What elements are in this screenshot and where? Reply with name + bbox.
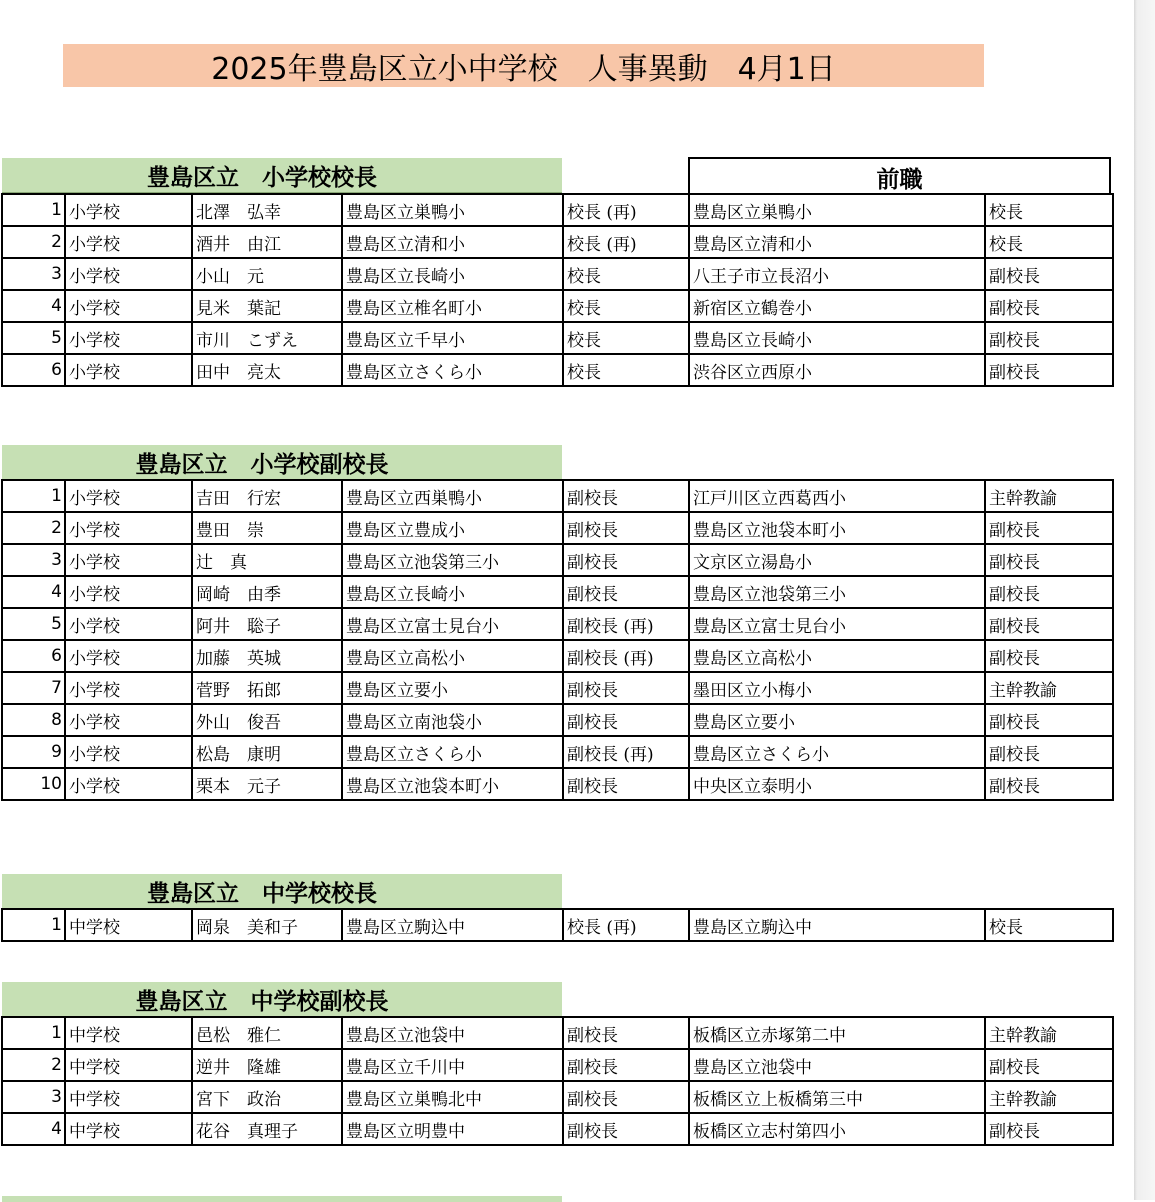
new-position-cell: 副校長 — [563, 704, 689, 736]
staff-name-cell: 岡泉 美和子 — [192, 909, 342, 941]
new-position-cell: 副校長 — [563, 1081, 689, 1113]
previous-school-cell: 豊島区立富士見台小 — [689, 608, 985, 640]
elementary-vice-principals-table — [1, 479, 1114, 801]
new-position-cell: 校長 — [563, 322, 689, 354]
previous-school-cell: 文京区立湯島小 — [689, 544, 985, 576]
new-school-cell: 豊島区立千川中 — [342, 1049, 563, 1081]
previous-position-cell: 校長 — [985, 226, 1113, 258]
row-number-cell: 7 — [2, 672, 65, 704]
school-type-cell: 小学校 — [65, 704, 192, 736]
previous-position-cell: 副校長 — [985, 768, 1113, 800]
new-position-cell: 副校長 — [563, 576, 689, 608]
row-number-cell: 2 — [2, 512, 65, 544]
new-position-cell: 副校長 (再) — [563, 640, 689, 672]
table-row — [2, 608, 1113, 640]
previous-school-cell: 豊島区立池袋本町小 — [689, 512, 985, 544]
table-row — [2, 194, 1113, 226]
document-title: 2025年豊島区立小中学校 人事異動 4月1日 — [63, 44, 984, 87]
row-number-cell: 2 — [2, 226, 65, 258]
school-type-cell: 小学校 — [65, 672, 192, 704]
previous-school-cell: 豊島区立さくら小 — [689, 736, 985, 768]
staff-name-cell: 邑松 雅仁 — [192, 1017, 342, 1049]
new-position-cell: 副校長 — [563, 1049, 689, 1081]
table-row — [2, 226, 1113, 258]
previous-school-cell: 豊島区立長崎小 — [689, 322, 985, 354]
new-school-cell: 豊島区立巣鴨北中 — [342, 1081, 563, 1113]
new-position-cell: 副校長 — [563, 672, 689, 704]
section-title-elementary-vice-principals: 豊島区立 小学校副校長 — [2, 445, 562, 480]
previous-school-cell: 板橋区立上板橋第三中 — [689, 1081, 985, 1113]
new-position-cell: 校長 (再) — [563, 226, 689, 258]
school-type-cell: 中学校 — [65, 1113, 192, 1145]
previous-position-cell: 副校長 — [985, 1049, 1113, 1081]
school-type-cell: 小学校 — [65, 512, 192, 544]
new-school-cell: 豊島区立西巣鴨小 — [342, 480, 563, 512]
school-type-cell: 小学校 — [65, 608, 192, 640]
new-position-cell: 副校長 — [563, 544, 689, 576]
row-number-cell: 5 — [2, 322, 65, 354]
previous-position-cell: 副校長 — [985, 258, 1113, 290]
new-position-cell: 副校長 — [563, 480, 689, 512]
school-type-cell: 小学校 — [65, 290, 192, 322]
new-position-cell: 副校長 — [563, 1113, 689, 1145]
staff-name-cell: 逆井 隆雄 — [192, 1049, 342, 1081]
previous-position-cell: 副校長 — [985, 354, 1113, 386]
school-type-cell: 小学校 — [65, 736, 192, 768]
new-school-cell: 豊島区立さくら小 — [342, 354, 563, 386]
previous-school-cell: 板橋区立志村第四小 — [689, 1113, 985, 1145]
table-row — [2, 544, 1113, 576]
staff-name-cell: 阿井 聡子 — [192, 608, 342, 640]
row-number-cell: 5 — [2, 608, 65, 640]
row-number-cell: 9 — [2, 736, 65, 768]
school-type-cell: 小学校 — [65, 480, 192, 512]
page-edge-shadow — [1134, 0, 1155, 1200]
school-type-cell: 小学校 — [65, 226, 192, 258]
previous-school-cell: 渋谷区立西原小 — [689, 354, 985, 386]
section-title-junior-high-principals: 豊島区立 中学校校長 — [2, 874, 562, 909]
previous-position-cell: 副校長 — [985, 640, 1113, 672]
new-position-cell: 副校長 — [563, 1017, 689, 1049]
new-school-cell: 豊島区立駒込中 — [342, 909, 563, 941]
previous-position-cell: 校長 — [985, 194, 1113, 226]
staff-name-cell: 松島 康明 — [192, 736, 342, 768]
previous-school-cell: 墨田区立小梅小 — [689, 672, 985, 704]
new-school-cell: 豊島区立明豊中 — [342, 1113, 563, 1145]
new-school-cell: 豊島区立要小 — [342, 672, 563, 704]
new-school-cell: 豊島区立長崎小 — [342, 258, 563, 290]
new-school-cell: 豊島区立池袋第三小 — [342, 544, 563, 576]
staff-name-cell: 田中 亮太 — [192, 354, 342, 386]
previous-school-cell: 豊島区立巣鴨小 — [689, 194, 985, 226]
row-number-cell: 4 — [2, 290, 65, 322]
row-number-cell: 6 — [2, 354, 65, 386]
previous-school-cell: 豊島区立要小 — [689, 704, 985, 736]
previous-position-cell: 副校長 — [985, 704, 1113, 736]
new-school-cell: 豊島区立池袋中 — [342, 1017, 563, 1049]
table-row — [2, 768, 1113, 800]
staff-name-cell: 宮下 政治 — [192, 1081, 342, 1113]
new-school-cell: 豊島区立富士見台小 — [342, 608, 563, 640]
section-title-elementary-principals: 豊島区立 小学校校長 — [2, 158, 562, 193]
row-number-cell: 8 — [2, 704, 65, 736]
new-school-cell: 豊島区立清和小 — [342, 226, 563, 258]
row-number-cell: 1 — [2, 909, 65, 941]
school-type-cell: 小学校 — [65, 544, 192, 576]
new-school-cell: 豊島区立高松小 — [342, 640, 563, 672]
new-school-cell: 豊島区立南池袋小 — [342, 704, 563, 736]
table-row — [2, 354, 1113, 386]
staff-name-cell: 市川 こずえ — [192, 322, 342, 354]
new-position-cell: 副校長 (再) — [563, 736, 689, 768]
staff-name-cell: 酒井 由江 — [192, 226, 342, 258]
table-row — [2, 1081, 1113, 1113]
new-position-cell: 校長 (再) — [563, 909, 689, 941]
previous-school-cell: 豊島区立駒込中 — [689, 909, 985, 941]
new-school-cell: 豊島区立千早小 — [342, 322, 563, 354]
row-number-cell: 3 — [2, 258, 65, 290]
previous-school-cell: 中央区立泰明小 — [689, 768, 985, 800]
school-type-cell: 小学校 — [65, 258, 192, 290]
previous-school-cell: 江戸川区立西葛西小 — [689, 480, 985, 512]
staff-name-cell: 花谷 真理子 — [192, 1113, 342, 1145]
school-type-cell: 小学校 — [65, 194, 192, 226]
table-row — [2, 909, 1113, 941]
previous-school-cell: 新宿区立鶴巻小 — [689, 290, 985, 322]
previous-position-cell: 主幹教諭 — [985, 480, 1113, 512]
new-position-cell: 副校長 — [563, 768, 689, 800]
new-position-cell: 副校長 (再) — [563, 608, 689, 640]
new-position-cell: 校長 — [563, 354, 689, 386]
table-row — [2, 480, 1113, 512]
new-position-cell: 副校長 — [563, 512, 689, 544]
previous-school-cell: 八王子市立長沼小 — [689, 258, 985, 290]
previous-position-cell: 主幹教諭 — [985, 1017, 1113, 1049]
row-number-cell: 4 — [2, 576, 65, 608]
row-number-cell: 1 — [2, 194, 65, 226]
staff-name-cell: 見米 葉記 — [192, 290, 342, 322]
school-type-cell: 中学校 — [65, 1049, 192, 1081]
staff-name-cell: 北澤 弘幸 — [192, 194, 342, 226]
previous-position-cell: 副校長 — [985, 608, 1113, 640]
table-row — [2, 258, 1113, 290]
table-row — [2, 1113, 1113, 1145]
row-number-cell: 10 — [2, 768, 65, 800]
new-school-cell: 豊島区立さくら小 — [342, 736, 563, 768]
previous-post-header: 前職 — [688, 157, 1111, 195]
table-row — [2, 512, 1113, 544]
previous-position-cell: 副校長 — [985, 512, 1113, 544]
table-row — [2, 672, 1113, 704]
school-type-cell: 小学校 — [65, 768, 192, 800]
staff-name-cell: 吉田 行宏 — [192, 480, 342, 512]
row-number-cell: 4 — [2, 1113, 65, 1145]
staff-name-cell: 岡崎 由季 — [192, 576, 342, 608]
new-school-cell: 豊島区立池袋本町小 — [342, 768, 563, 800]
new-school-cell: 豊島区立豊成小 — [342, 512, 563, 544]
next-section-header-partial — [2, 1196, 562, 1202]
previous-school-cell: 板橋区立赤塚第二中 — [689, 1017, 985, 1049]
section-title-junior-high-vice-principals: 豊島区立 中学校副校長 — [2, 982, 562, 1017]
row-number-cell: 3 — [2, 1081, 65, 1113]
staff-name-cell: 外山 俊吾 — [192, 704, 342, 736]
new-school-cell: 豊島区立巣鴨小 — [342, 194, 563, 226]
previous-position-cell: 主幹教諭 — [985, 672, 1113, 704]
new-position-cell: 校長 (再) — [563, 194, 689, 226]
school-type-cell: 小学校 — [65, 322, 192, 354]
table-row — [2, 322, 1113, 354]
school-type-cell: 小学校 — [65, 354, 192, 386]
previous-position-cell: 副校長 — [985, 1113, 1113, 1145]
previous-position-cell: 主幹教諭 — [985, 1081, 1113, 1113]
school-type-cell: 中学校 — [65, 909, 192, 941]
row-number-cell: 6 — [2, 640, 65, 672]
staff-name-cell: 小山 元 — [192, 258, 342, 290]
junior-high-vice-principals-table — [1, 1016, 1114, 1146]
school-type-cell: 小学校 — [65, 640, 192, 672]
table-row — [2, 1017, 1113, 1049]
new-school-cell: 豊島区立長崎小 — [342, 576, 563, 608]
previous-school-cell: 豊島区立池袋中 — [689, 1049, 985, 1081]
staff-name-cell: 加藤 英城 — [192, 640, 342, 672]
junior-high-principals-table — [1, 908, 1114, 942]
previous-school-cell: 豊島区立清和小 — [689, 226, 985, 258]
previous-position-cell: 副校長 — [985, 736, 1113, 768]
staff-name-cell: 辻 真 — [192, 544, 342, 576]
staff-name-cell: 栗本 元子 — [192, 768, 342, 800]
previous-position-cell: 副校長 — [985, 544, 1113, 576]
school-type-cell: 中学校 — [65, 1081, 192, 1113]
previous-position-cell: 校長 — [985, 909, 1113, 941]
table-row — [2, 704, 1113, 736]
staff-name-cell: 菅野 拓郎 — [192, 672, 342, 704]
table-row — [2, 640, 1113, 672]
new-position-cell: 校長 — [563, 290, 689, 322]
previous-position-cell: 副校長 — [985, 322, 1113, 354]
school-type-cell: 中学校 — [65, 1017, 192, 1049]
previous-school-cell: 豊島区立高松小 — [689, 640, 985, 672]
table-row — [2, 736, 1113, 768]
previous-position-cell: 副校長 — [985, 576, 1113, 608]
elementary-principals-table — [1, 193, 1114, 387]
table-row — [2, 576, 1113, 608]
table-row — [2, 290, 1113, 322]
row-number-cell: 1 — [2, 480, 65, 512]
new-school-cell: 豊島区立椎名町小 — [342, 290, 563, 322]
previous-position-cell: 副校長 — [985, 290, 1113, 322]
school-type-cell: 小学校 — [65, 576, 192, 608]
staff-name-cell: 豊田 崇 — [192, 512, 342, 544]
previous-school-cell: 豊島区立池袋第三小 — [689, 576, 985, 608]
new-position-cell: 校長 — [563, 258, 689, 290]
row-number-cell: 3 — [2, 544, 65, 576]
row-number-cell: 2 — [2, 1049, 65, 1081]
table-row — [2, 1049, 1113, 1081]
row-number-cell: 1 — [2, 1017, 65, 1049]
